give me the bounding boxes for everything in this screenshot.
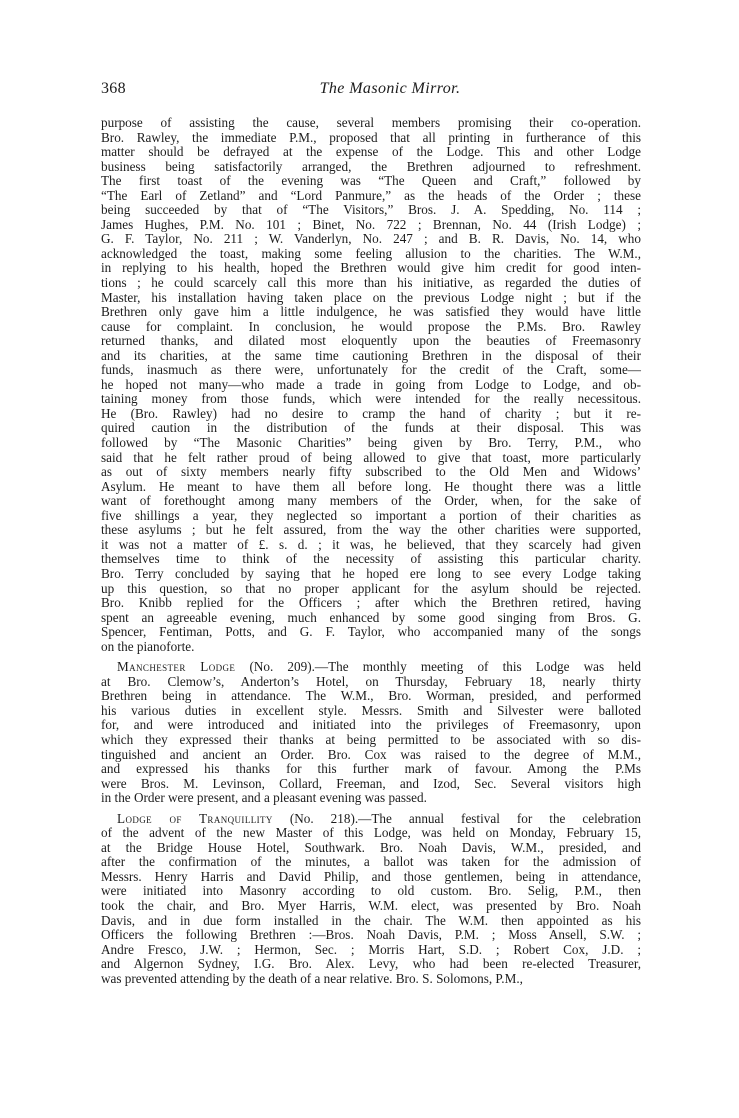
text-line: tions ; he could scarcely call this more than his initiative, as regarded the duties of xyxy=(101,275,641,291)
text-line: Davis, and in due form installed in the chair. The W.M. then appointed as his xyxy=(101,912,641,928)
text-line: in the Order were present, and a pleasant evening was passed. xyxy=(101,790,427,806)
text-line: returned thanks, and dilated most eloquently upon the beauties of Freemasonry xyxy=(101,333,641,349)
text-line: Bro. Rawley, the immediate P.M., proposed that all printing in furtherance of this xyxy=(101,129,641,145)
text-line: Brethren being in attendance. The W.M., Bro. Worman, presided, and performed xyxy=(101,688,641,704)
lodge-name: Lodge of Tranquillity xyxy=(117,810,273,826)
article-body xyxy=(101,116,641,986)
text-line xyxy=(101,812,641,827)
text-line: these asylums ; but he felt assured, from the way the other charities were supported, xyxy=(101,522,641,538)
text-fragment: (No. 209).—The monthly meeting of this Lodge was held xyxy=(235,659,641,675)
text-line: were initiated into Masonry according to old custom. Bro. Selig, P.M., then xyxy=(101,883,641,899)
text-line: He (Bro. Rawley) had no desire to cramp the hand of charity ; but it re- xyxy=(101,405,641,421)
text-line: Brethren only gave him a little indulgence, he was satisfied they would have little xyxy=(101,304,641,320)
text-line: up this question, so that no proper applicant for the asylum should be rejected. xyxy=(101,580,641,596)
text-line: Master, his installation having taken place on the previous Lodge night ; but if the xyxy=(101,289,641,305)
text-line: in replying to his health, hoped the Brethren would give him credit for good inten- xyxy=(101,260,641,276)
text-line: Andre Fresco, J.W. ; Hermon, Sec. ; Morris Hart, S.D. ; Robert Cox, J.D. ; xyxy=(101,941,641,957)
text-fragment: (No. 218).—The annual festival for the celebration xyxy=(272,810,642,826)
text-line: he hoped not many—who made a trade in going from Lodge to Lodge, and ob- xyxy=(101,376,641,392)
paragraph-p3 xyxy=(101,812,641,987)
text-line: followed by “The Masonic Charities” being given by Bro. Terry, P.M., who xyxy=(101,435,641,451)
text-line: and its charities, at the same time cautioning Brethren in the disposal of their xyxy=(101,347,641,363)
text-line: was prevented attending by the death of a near relative. Bro. S. Solomons, P.M., xyxy=(101,970,523,986)
text-line: said that he felt rather proud of being allowed to give that toast, more particularly xyxy=(101,449,641,465)
text-line: tinguished and ancient an Order. Bro. Cox was raised to the degree of M.M., xyxy=(101,746,641,762)
text-line: James Hughes, P.M. No. 101 ; Binet, No. 722 ; Brennan, No. 44 (Irish Lodge) ; xyxy=(101,216,641,232)
text-line: quired caution in the distribution of the funds at their disposal. This was xyxy=(101,420,641,436)
text-line: on the pianoforte. xyxy=(101,638,195,654)
text-line: which they expressed their thanks at being permitted to be associated with so dis- xyxy=(101,731,641,747)
text-line: taining money from those funds, which were intended for the really necessitous. xyxy=(101,391,641,407)
text-line: were Bros. M. Levinson, Collard, Freeman, and Izod, Sec. Several visitors high xyxy=(101,775,641,791)
text-line: Officers the following Brethren :—Bros. Noah Davis, P.M. ; Moss Ansell, S.W. ; xyxy=(101,927,641,943)
paragraph-p1 xyxy=(101,116,641,654)
text-line: for, and were introduced and initiated into the privileges of Freemasonry, upon xyxy=(101,717,641,733)
text-line: being succeeded by that of “The Visitors,” Bros. J. A. Spedding, No. 114 ; xyxy=(101,202,641,218)
text-line: his various duties in excellent style. Messrs. Smith and Silvester were balloted xyxy=(101,702,641,718)
text-line: spent an agreeable evening, much enhanced by some good singing from Bros. G. xyxy=(101,609,641,625)
page-header xyxy=(101,80,641,102)
text-line: acknowledged the toast, making some feeling allusion to the charities. The W.M., xyxy=(101,245,641,261)
text-line: Bro. Terry concluded by saying that he hoped ere long to see every Lodge taking xyxy=(101,565,641,581)
text-line: want of forethought among many members of the Order, when, for the sake of xyxy=(101,493,641,509)
page xyxy=(101,80,641,986)
lodge-name: Manchester Lodge xyxy=(117,659,236,675)
text-line: matter should be defrayed at the expense of the Lodge. This and other Lodge xyxy=(101,144,641,160)
text-line: after the confirmation of the minutes, a ballot was taken for the admission of xyxy=(101,854,641,870)
text-line: took the chair, and Bro. Myer Harris, W.M. elect, was presented by Bro. Noah xyxy=(101,897,641,913)
text-line: and Algernon Sydney, I.G. Bro. Alex. Levy, who had been re-elected Treasurer, xyxy=(101,956,641,972)
text-line xyxy=(101,660,641,675)
paragraph-p2 xyxy=(101,660,641,805)
text-line: G. F. Taylor, No. 211 ; W. Vanderlyn, No. 247 ; and B. R. Davis, No. 14, who xyxy=(101,231,641,247)
text-line: Asylum. He meant to have them all before long. He thought there was a little xyxy=(101,478,641,494)
text-line: as out of sixty members nearly fifty subscribed to the Old Men and Widows’ xyxy=(101,464,641,480)
text-line: Messrs. Henry Harris and David Philip, and those gentlemen, being in attendance, xyxy=(101,868,641,884)
text-line: Spencer, Fentiman, Potts, and G. F. Taylor, who accompanied many of the songs xyxy=(101,624,641,640)
text-line: funds, inasmuch as there were, unfortunately for the credit of the Craft, some— xyxy=(101,362,641,378)
text-line: it was not a matter of £. s. d. ; it was, he believed, that they scarcely had given xyxy=(101,536,641,552)
running-title: The Masonic Mirror. xyxy=(319,80,461,97)
text-line: at the Bridge House Hotel, Southwark. Bro. Noah Davis, W.M., presided, and xyxy=(101,839,641,855)
text-line: Bro. Knibb replied for the Officers ; after which the Brethren retired, having xyxy=(101,595,641,611)
text-line: business being satisfactorily arranged, the Brethren adjourned to refreshment. xyxy=(101,158,641,174)
text-line: five shillings a year, they neglected so important a portion of their charities as xyxy=(101,507,641,523)
text-line: themselves time to think of the necessity of assisting this particular charity. xyxy=(101,551,641,567)
page-number: 368 xyxy=(101,80,126,97)
text-line: cause for complaint. In conclusion, he would propose the P.Ms. Bro. Rawley xyxy=(101,318,641,334)
text-line: at Bro. Clemow’s, Anderton’s Hotel, on Thursday, February 18, nearly thirty xyxy=(101,673,641,689)
text-line: The first toast of the evening was “The Queen and Craft,” followed by xyxy=(101,173,641,189)
text-line: of the advent of the new Master of this Lodge, was held on Monday, February 15, xyxy=(101,825,641,841)
text-line: “The Earl of Zetland” and “Lord Panmure,” as the heads of the Order ; these xyxy=(101,187,641,203)
text-line: and expressed his thanks for this further mark of favour. Among the P.Ms xyxy=(101,761,641,777)
text-line: purpose of assisting the cause, several members promising their co-operation. xyxy=(101,115,641,130)
